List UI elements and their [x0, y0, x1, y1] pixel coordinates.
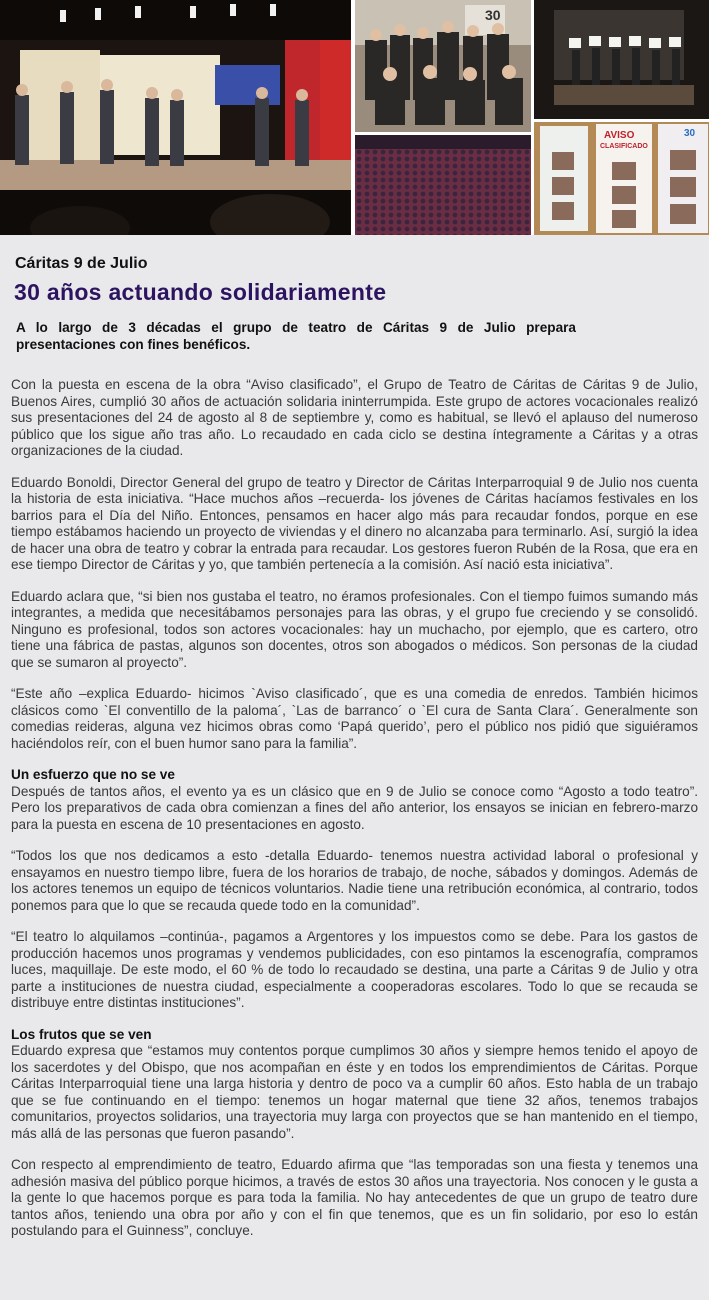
- paragraph: Eduardo aclara que, “si bien nos gustaba el teatro, no éramos profesionales. Con el tiempo fuimos sumando más integrantes, a medida que necesitábamos personajes para las obras, y el grupo fue creciendo y se consolidó. Ninguno es profesional, todos son actores vocacionales: hay un muchacho, por ejemplo, que es cartero, otro tiene una fábrica de pastas, algunos son docentes, otros son abogados o médicos. Son personas de la ciudad que se sumaron al proyecto”.: [11, 588, 698, 670]
- scene-photo: [534, 0, 709, 119]
- paragraph: Con la puesta en escena de la obra “Aviso clasificado”, el Grupo de Teatro de Cáritas de Cáritas 9 de Julio, Buenos Aires, cumplió 30 años de actuación solidaria ininterrumpida. Este grupo de actores vocacionales realizó sus presentaciones del 24 de agosto al 8 de septiembre y, como es habitual, se llevó el aplauso del numeroso público que los sigue año tras año. Lo recaudado en cada ciclo se destina íntegramente a Cáritas y a otras organizaciones de la ciudad.: [11, 377, 698, 458]
- paragraph: Eduardo Bonoldi, Director General del grupo de teatro y Director de Cáritas Interparroquial 9 de Julio nos cuenta la historia de esta iniciativa. “Hace muchos años –recuerda- los jóvenes de Cáritas hacíamos festivales en los barrios para el Día del Niño. Entonces, pensamos en hacer algo más para recaudar fondos, porque en ese tiempo estábamos haciendo un proyecto de viviendas y el dinero no alcanzaba para terminarlo. Así, surgió la idea de hacer una obra de teatro y cobrar la entrada para recaudar. Los gestores fueron Rubén de la Rosa, que era en ese tiempo Director de Cáritas y yo, que también pertenecía a la comisión. Así nació esta iniciativa”.: [11, 474, 698, 572]
- section-title: Un esfuerzo que no se ve: [11, 767, 175, 782]
- paragraph: “Todos los que nos dedicamos a esto -detalla Eduardo- tenemos nuestra actividad laboral o profesional y ensayamos en nuestro tiempo libre, fuera de los horarios de trabajo, de noche, sábados y domingos. Además de los actores tenemos un equipo de técnicos voluntarios. Nadie tiene una retribución económica, al contrario, todos ponemos para que lo que se recauda quede todo en la comunidad”.: [11, 848, 698, 913]
- article: [0, 235, 709, 1300]
- poster-title-b: CLASIFICADO: [600, 143, 648, 150]
- article-headline: 30 años actuando solidariamente: [14, 279, 387, 305]
- paragraph: “Este año –explica Eduardo- hicimos `Aviso clasificado´, que es una comedia de enredos. También hicimos clásicos como `El conventillo de la paloma´, `Las de barranco´ o `El cura de Santa Clara´. Generalmente son comedias reideras, alguna vez hicimos obras como ‘Papá querido’, pero el público nos pidió que siguiéramos haciéndolos reír, con el buen humor sano para la familia”.: [11, 686, 698, 751]
- paragraph: Eduardo expresa que “estamos muy contentos porque cumplimos 30 años y siempre hemos tenido el apoyo de los sacerdotes y del Obispo, que nos acompañan en éste y en todos los emprendimientos de Cáritas. Porque Cáritas Interparroquial tiene una larga historia y dentro de poco va a cumplir 60 años. Esto habla de un trabajo que se fue continuando en el tiempo: tenemos un hogar maternal que tiene 32 años, tenemos trabajos comunitarios, proyectos solidarios, una trayectoria muy larga con proyectos que se han mantenido en el tiempo, más allá de las personas que fueron pasando”.: [11, 1043, 698, 1141]
- article-body: [11, 377, 698, 1255]
- photo-collage: [0, 0, 709, 235]
- article-lead: A lo largo de 3 décadas el grupo de teatro de Cáritas 9 de Julio prepara presentaciones con fines benéficos.: [16, 320, 576, 352]
- audience-photo: [355, 135, 531, 235]
- group-number: 30: [485, 7, 501, 23]
- paragraph: Con respecto al emprendimiento de teatro, Eduardo afirma que “las temporadas son una fiesta y tenemos una adhesión masiva del público porque hicimos, a través de estos 30 años una trayectoria. Nos conocen y le gusta a la gente lo que hacemos porque es para toda la familia. No hay antecedentes de que un grupo de teatro dure tantos años, teniendo una obra por año y con el fin que tenemos, que es un fin solidario, por eso lo están postulando para el Guinness”, concluye.: [11, 1157, 698, 1238]
- poster-number: 30: [684, 128, 696, 139]
- article-kicker: Cáritas 9 de Julio: [15, 255, 148, 272]
- stage-photo: [0, 0, 351, 235]
- poster-title-a: AVISO: [604, 130, 635, 141]
- paragraph: “El teatro lo alquilamos –continúa-, pagamos a Argentores y los impuestos como se debe. Para los gastos de producción hacemos unos programas y vendemos publicidades, con eso pintamos la escenografía, compramos luces, maquillaje. De este modo, el 60 % de todo lo recaudado se destina, una parte a Cáritas 9 de Julio y otra parte a instituciones de nuestra ciudad, especialmente a cooperadoras escolares. Todo lo que se recauda se distribuye entre distintas instituciones”.: [11, 929, 698, 1010]
- posters-photo: [534, 122, 709, 235]
- paragraph: Después de tantos años, el evento ya es un clásico que en 9 de Julio se conoce como “Agosto a todo teatro”. Pero los preparativos de cada obra comienzan a fines del año anterior, los ensayos se inician en febrero-marzo para la puesta en escena de 10 presentaciones en agosto.: [11, 783, 698, 832]
- group-photo: [355, 0, 531, 132]
- section-title: Los frutos que se ven: [11, 1026, 152, 1042]
